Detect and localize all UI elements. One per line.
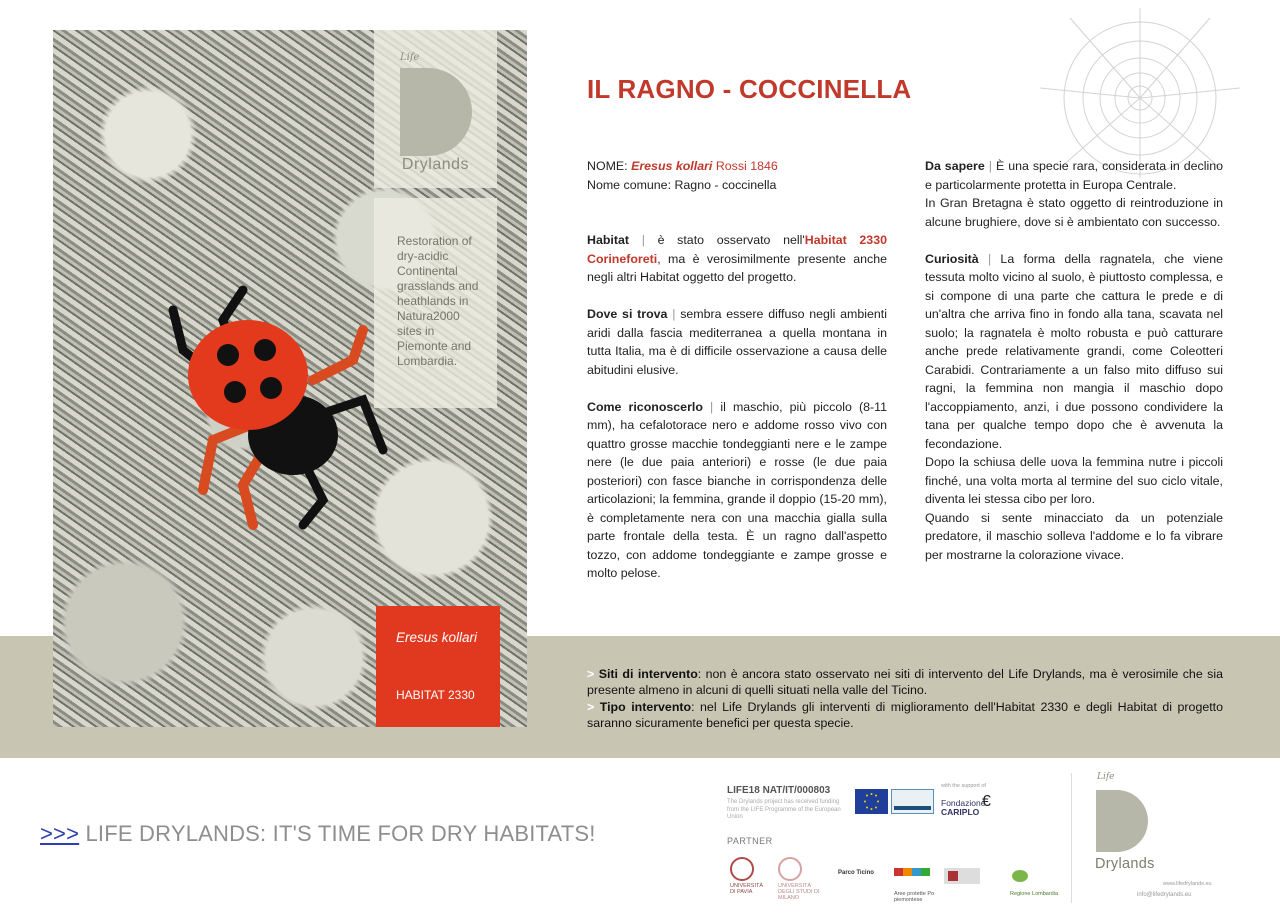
region-icon <box>944 868 980 884</box>
species-tag-name: Eresus kollari <box>396 630 478 645</box>
slogan-text: LIFE DRYLANDS: IT'S TIME FOR DRY HABITATS! <box>85 821 596 846</box>
partner-logo-region <box>944 868 980 889</box>
recognize-text: il maschio, più piccolo (8-11 mm), ha cefalotorace nero e addome rosso vivo con quattro grosse macchie tondeggianti nere e le zampe nere (le due paia anteriori) e rosse (le due paia posteriori) con fasce bianche in corrispondenza delle articolazioni; la femmina, grande il doppio (15-20 mm), è completamente nera con una macchia gialla sulla parte frontale della testa. È un ragno dall'aspetto tozzo, con addome tondeggiante e zampe grosse e molto pelose. <box>587 399 887 580</box>
species-tag-habitat: HABITAT 2330 <box>396 688 475 702</box>
partner-logo-milano <box>778 857 828 901</box>
partner-logo-po <box>894 868 936 903</box>
where-text: sembra essere diffuso negli ambienti aridi dalla fascia mediterranea a quella montana in tutta Italia, ma è di difficile osservazione a causa delle abitudini elusive. <box>587 307 887 377</box>
tipo-text: : nel Life Drylands gli interventi di miglioramento dell'Habitat 2330 e degli Habitat di progetto saranno sicuramente benefici per questa specie. <box>587 699 1224 731</box>
curiosity-paragraph <box>925 250 1223 565</box>
curiosity-text3: Quando si sente minacciato da un potenziale predatore, il maschio solleva l'addome e lo fa vibrare per mostrarne la colorazione vivace. <box>925 510 1223 562</box>
habitat-text2: , ma è verosimilmente presente anche negli altri Habitat oggetto del progetto. <box>587 251 887 284</box>
footer-logo-word: Drylands <box>1095 856 1155 872</box>
know-text1: È una specie rara, considerata in declino e particolarmente protetta in Europa Centrale. <box>925 159 1224 192</box>
partner-pavia-label: UNIVERSITÀ DI PAVIA <box>730 883 764 895</box>
curiosity-sep: | <box>987 251 992 266</box>
partner-po-label: Aree protette Po piemontese <box>894 891 935 903</box>
habitat-sep: | <box>641 233 645 247</box>
know-label: Da sapere <box>925 159 985 173</box>
footer-mail[interactable]: info@lifedrylands.eu <box>1137 892 1192 898</box>
partner-logo-lombardia <box>1010 868 1058 897</box>
drylands-logo-overlay <box>374 30 497 188</box>
natura2000-logo <box>891 789 934 814</box>
habitat-highlight: Habitat 2330 Corineforeti <box>587 233 887 266</box>
recognize-label: Come riconoscerlo <box>587 399 703 414</box>
common-name: Nome comune: Ragno - coccinella <box>587 177 777 192</box>
milano-seal-icon <box>778 857 802 881</box>
siti-label: Siti di intervento <box>598 667 698 681</box>
po-icon <box>894 868 930 884</box>
partner-lombardia-label: Regione Lombardia <box>1010 891 1059 897</box>
cariplo-note: with the support of <box>941 783 986 789</box>
footer-slogan <box>40 821 596 847</box>
bullet-arrow-icon: > <box>587 667 595 681</box>
cariplo-line2: CARIPLO <box>941 807 980 817</box>
text-column-right <box>925 157 1223 564</box>
slogan-link[interactable]: >>> <box>40 821 80 846</box>
know-paragraph <box>925 157 1223 231</box>
curiosity-text1: La forma della ragnatela, che viene tessuta molto vicino al suolo, è piuttosto complessa, e si compone di una parte che cattura le prede e di un'altra che arriva fino in fondo alla tana, scavata nel suolo; la ragnatela è molto robusta e può catturare anche prede relativamente grandi, come Coleotteri Carabidi. Contrariamente a un falso mito diffuso sui ragni, la femmina non mangia il maschio dopo l'accoppiamento, anzi, i due possono condividere la tana per qualche tempo dopo che è avvenuta la fecondazione. <box>925 251 1223 451</box>
spider-web-icon <box>1040 8 1240 178</box>
footer-url[interactable]: www.lifedrylands.eu <box>1163 881 1212 887</box>
bullet-arrow-icon: > <box>587 699 595 714</box>
cariplo-line1: Fondazione <box>941 798 986 808</box>
where-sep: | <box>672 307 676 321</box>
logo-life-text: Life <box>400 52 420 63</box>
life-code: LIFE18 NAT/IT/000803 <box>727 785 831 796</box>
logo-word: Drylands <box>401 156 470 173</box>
eu-flag-icon <box>855 789 888 814</box>
name-label: NOME: <box>587 159 628 173</box>
intervention-text <box>587 666 1223 732</box>
partner-logo-ticino <box>838 870 874 876</box>
drylands-d-icon <box>400 68 472 156</box>
footer-logo-life: Life <box>1097 772 1115 782</box>
natura2000-bar <box>894 806 931 810</box>
species-name: Eresus kollari <box>631 159 713 173</box>
species-tag <box>376 606 500 727</box>
partner-ticino-label: Parco Ticino <box>838 870 874 876</box>
tipo-label: Tipo intervento <box>599 699 692 714</box>
page-title: IL RAGNO - COCCINELLA <box>587 74 912 104</box>
curiosity-label: Curiosità <box>925 251 979 266</box>
text-column-left <box>587 157 887 601</box>
habitat-paragraph <box>587 231 887 287</box>
where-paragraph <box>587 305 887 379</box>
project-description-box <box>374 198 497 408</box>
habitat-text1: è stato osservato nell' <box>657 233 805 247</box>
footer-divider <box>1071 773 1072 903</box>
cariplo-logo <box>941 799 985 817</box>
know-text2: In Gran Bretagna è stato oggetto di reintroduzione in alcune brughiere, dove si è ambientato con successo. <box>925 196 1223 229</box>
recognize-paragraph <box>587 398 887 583</box>
partner-heading: PARTNER <box>727 836 773 846</box>
pavia-seal-icon <box>730 857 754 881</box>
life-funding-note: The Drylands project has received funding from the LIFE Programme of the European Union <box>727 799 841 820</box>
footer-drylands-d-icon <box>1096 790 1148 852</box>
curiosity-text2: Dopo la schiusa delle uova la femmina nutre i piccoli finché, una volta morta al termine del suo ciclo vitale, diventa lei stessa cibo per loro. <box>925 455 1223 506</box>
know-sep: | <box>988 159 992 173</box>
partner-logo-pavia <box>730 857 770 895</box>
lombardia-icon <box>1010 868 1046 884</box>
where-label: Dove si trova <box>587 307 668 321</box>
cariplo-c-icon: € <box>982 793 991 810</box>
species-author: Rossi 1846 <box>715 159 778 173</box>
siti-text: : non è ancora stato osservato nei siti di intervento del Life Drylands, ma è verosimile che sia presente almeno in alcuni di quelli situati nella valle del Ticino. <box>587 667 1223 698</box>
project-description: Restoration of dry-acidic Continental grasslands and heathlands in Natura2000 sites in Piemonte and Lombardia. <box>397 234 479 368</box>
recognize-sep: | <box>710 399 714 414</box>
partner-milano-label: UNIVERSITÀ DEGLI STUDI DI MILANO <box>778 883 820 901</box>
habitat-label: Habitat <box>587 233 629 247</box>
